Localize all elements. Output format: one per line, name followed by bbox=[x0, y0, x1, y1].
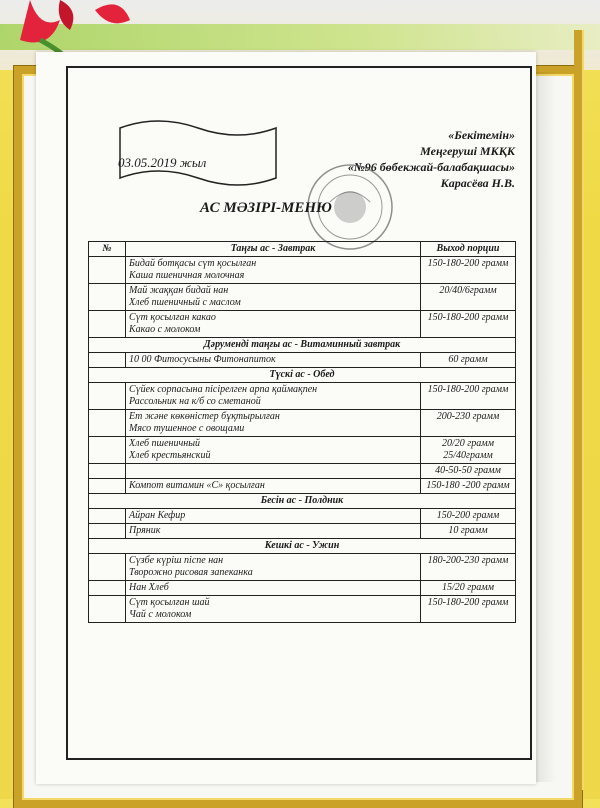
header-portion: Выход порции bbox=[421, 242, 516, 257]
table-row bbox=[89, 581, 516, 596]
frame-shadow bbox=[536, 72, 556, 782]
portion-cell: 150-180-200 грамм bbox=[421, 596, 516, 623]
table-row bbox=[89, 554, 516, 581]
table-row bbox=[89, 383, 516, 410]
dish-cell: Май жаққан бидай нан Хлеб пшеничный с маслом bbox=[126, 284, 421, 311]
header-meal: Таңғы ас - Завтрак bbox=[126, 242, 421, 257]
table-row bbox=[89, 479, 516, 494]
row-num bbox=[89, 383, 126, 410]
table-body bbox=[89, 257, 516, 623]
approve-line-1: «Бекітемін» bbox=[448, 128, 515, 142]
menu-table bbox=[88, 241, 516, 623]
table-row bbox=[89, 464, 516, 479]
row-num bbox=[89, 284, 126, 311]
section-header-row bbox=[89, 368, 516, 383]
portion-cell: 20/20 грамм 25/40грамм bbox=[421, 437, 516, 464]
table-row bbox=[89, 509, 516, 524]
section-title: Дәруменді таңғы ас - Витаминный завтрак bbox=[89, 338, 516, 353]
portion-cell: 10 грамм bbox=[421, 524, 516, 539]
portion-cell: 150-180-200 грамм bbox=[421, 311, 516, 338]
section-title: Бесін ас - Полдник bbox=[89, 494, 516, 509]
section-title: Түскі ас - Обед bbox=[89, 368, 516, 383]
section-header-row bbox=[89, 338, 516, 353]
row-num bbox=[89, 581, 126, 596]
section-header-row bbox=[89, 494, 516, 509]
dish-cell bbox=[126, 464, 421, 479]
approve-line-2: Меңгеруші МКҚК bbox=[420, 144, 515, 158]
portion-cell: 200-230 грамм bbox=[421, 410, 516, 437]
approve-line-4: Карасёва Н.В. bbox=[440, 176, 515, 190]
dish-cell: Сүт қосылған шай Чай с молоком bbox=[126, 596, 421, 623]
table-row bbox=[89, 257, 516, 284]
section-header-row bbox=[89, 539, 516, 554]
dish-cell: Ет және көкөністер бұқтырылған Мясо тушенное с овощами bbox=[126, 410, 421, 437]
portion-cell: 150-180-200 грамм bbox=[421, 257, 516, 284]
table-row bbox=[89, 524, 516, 539]
row-num bbox=[89, 410, 126, 437]
portion-cell: 150-200 грамм bbox=[421, 509, 516, 524]
table-row bbox=[89, 410, 516, 437]
dish-cell: Сүзбе күріш піспе нан Творожно рисовая запеканка bbox=[126, 554, 421, 581]
table-row bbox=[89, 437, 516, 464]
dish-cell: Компот витамин «С» қосылған bbox=[126, 479, 421, 494]
header-num: № bbox=[89, 242, 126, 257]
portion-cell: 150-180 -200 грамм bbox=[421, 479, 516, 494]
row-num bbox=[89, 554, 126, 581]
row-num bbox=[89, 479, 126, 494]
table-row bbox=[89, 311, 516, 338]
row-num bbox=[89, 509, 126, 524]
row-num bbox=[89, 353, 126, 368]
portion-cell: 15/20 грамм bbox=[421, 581, 516, 596]
portion-cell: 180-200-230 грамм bbox=[421, 554, 516, 581]
section-title: Кешкі ас - Ужин bbox=[89, 539, 516, 554]
dish-cell: Бидай ботқасы сүт қосылған Каша пшеничная молочная bbox=[126, 257, 421, 284]
table-header-row bbox=[89, 242, 516, 257]
dish-cell: Пряник bbox=[126, 524, 421, 539]
dish-cell: Нан Хлеб bbox=[126, 581, 421, 596]
portion-cell: 20/40/6грамм bbox=[421, 284, 516, 311]
portion-cell: 150-180-200 грамм bbox=[421, 383, 516, 410]
row-num bbox=[89, 596, 126, 623]
dish-cell: 10 00 Фитосусыны Фитонапиток bbox=[126, 353, 421, 368]
dish-cell: Айран Кефир bbox=[126, 509, 421, 524]
row-num bbox=[89, 311, 126, 338]
table-row bbox=[89, 353, 516, 368]
menu-date: 03.05.2019 жыл bbox=[118, 155, 207, 170]
row-num bbox=[89, 437, 126, 464]
dish-cell: Сүт қосылған какао Какао с молоком bbox=[126, 311, 421, 338]
row-num bbox=[89, 524, 126, 539]
row-num bbox=[89, 257, 126, 284]
dish-cell: Сүйек сорпасына пісірелген арпа қаймақпен Рассольник на к/б со сметаной bbox=[126, 383, 421, 410]
approve-line-3: «№96 бөбекжай-балабақшасы» bbox=[347, 160, 515, 174]
table-row bbox=[89, 284, 516, 311]
portion-cell: 60 грамм bbox=[421, 353, 516, 368]
row-num bbox=[89, 464, 126, 479]
menu-title: АС МӘЗІРІ-МЕНЮ bbox=[200, 200, 332, 216]
dish-cell: Хлеб пшеничный Хлеб крестьянский bbox=[126, 437, 421, 464]
neighbor-frame bbox=[574, 30, 600, 790]
table-row bbox=[89, 596, 516, 623]
portion-cell: 40-50-50 грамм bbox=[421, 464, 516, 479]
